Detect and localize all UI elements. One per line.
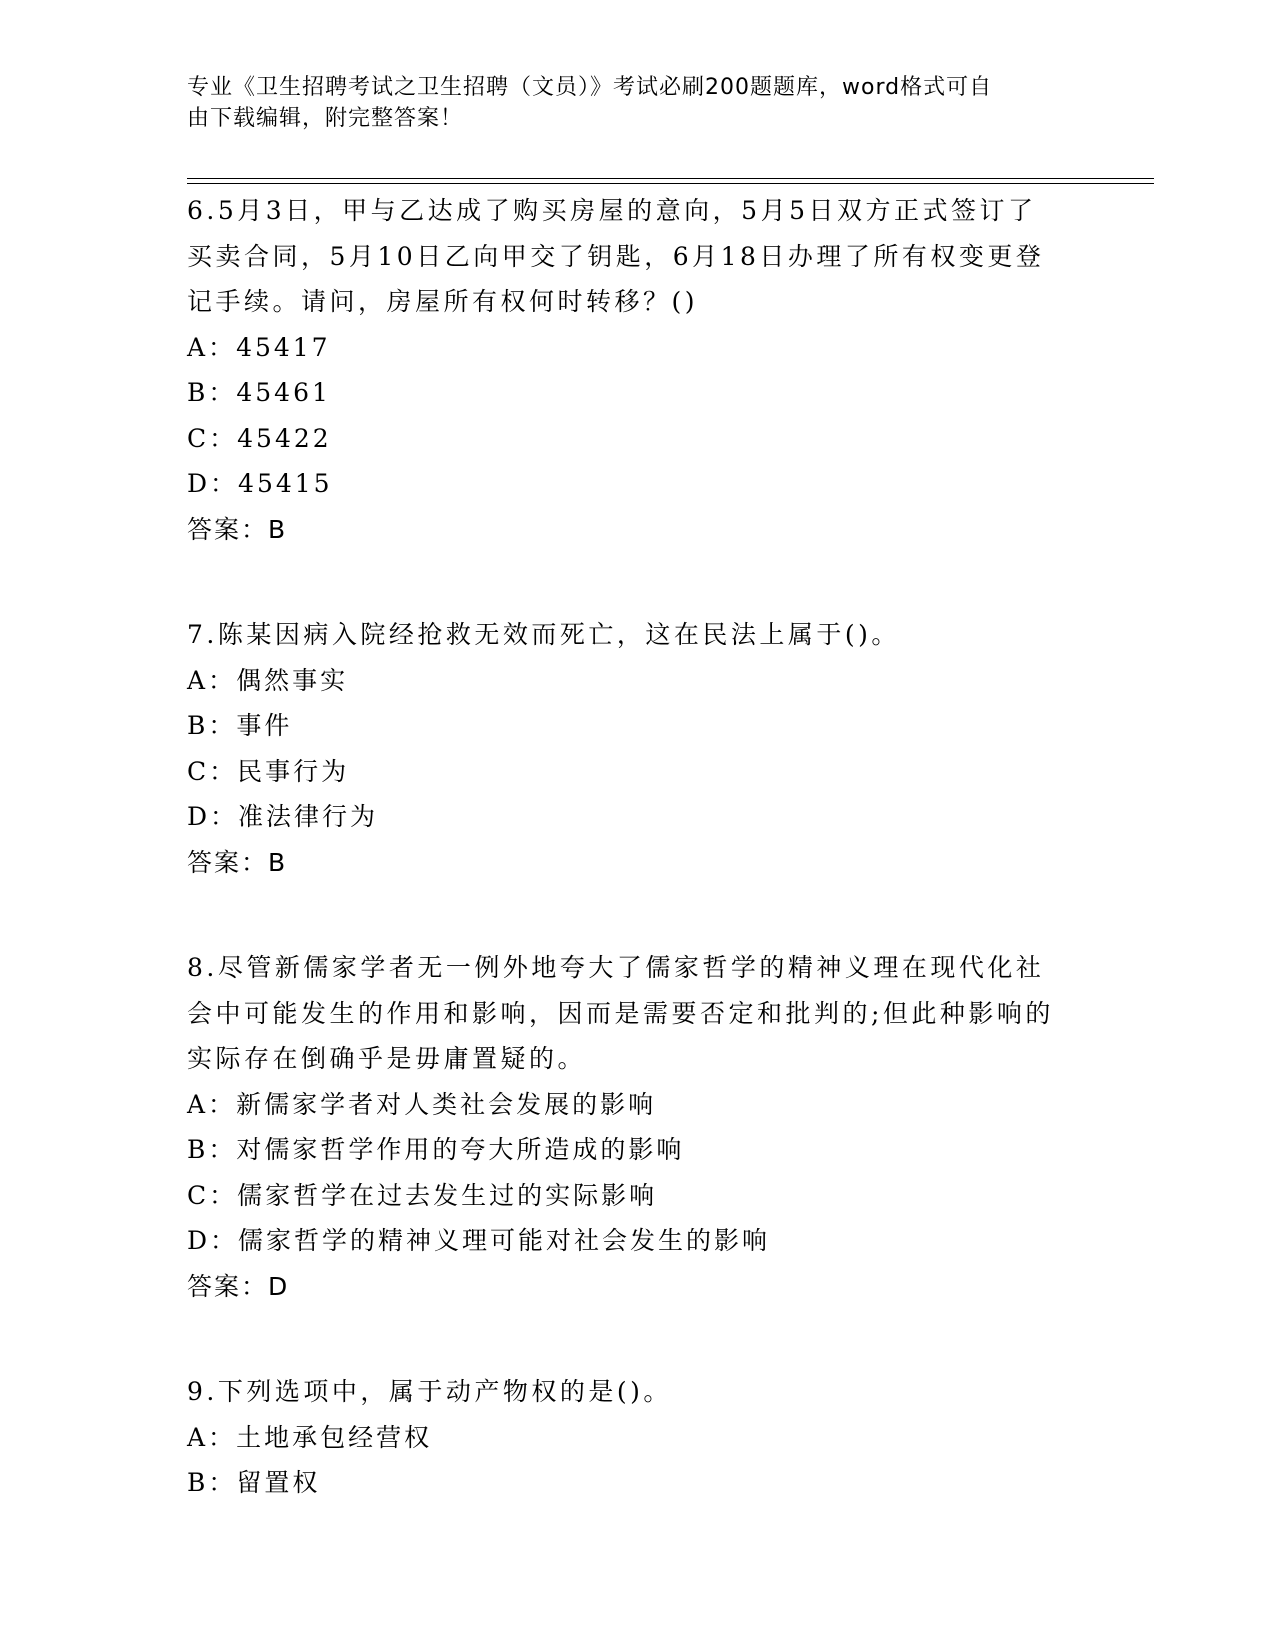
option-label: D： [187, 469, 239, 498]
option-a [187, 658, 1087, 704]
option-text: 偶然事实 [236, 665, 349, 695]
option-c [187, 416, 1087, 462]
option-label: D： [187, 802, 239, 831]
option-label: A： [187, 1422, 237, 1452]
question-spacer [187, 1309, 1087, 1369]
option-a [187, 1415, 1087, 1461]
option-a [187, 1082, 1087, 1128]
option-label: C： [187, 756, 238, 786]
question-list [187, 188, 1087, 1506]
option-text: 土地承包经营权 [236, 1422, 433, 1452]
option-label: C： [187, 423, 238, 453]
option-c [187, 1173, 1087, 1219]
question-spacer [187, 885, 1087, 945]
question-stem-line: 记手续。请问，房屋所有权何时转移？() [187, 287, 699, 316]
question-6 [187, 188, 1087, 552]
header-divider-top [187, 178, 1154, 179]
option-text: 儒家哲学在过去发生过的实际影响 [237, 1180, 658, 1210]
option-text: 民事行为 [237, 756, 350, 786]
option-text: 事件 [236, 711, 293, 740]
question-stem-line: 会中可能发生的作用和影响，因而是需要否定和批判的;但此种影响的 [187, 998, 1054, 1028]
option-label: B： [187, 1468, 237, 1497]
question-stem-line: 实际存在倒确乎是毋庸置疑的。 [187, 1044, 587, 1073]
option-label: A： [187, 1089, 237, 1119]
option-text: 准法律行为 [238, 802, 379, 831]
option-text: 45417 [236, 332, 331, 362]
option-d [187, 794, 1087, 840]
option-text: 留置权 [236, 1468, 321, 1497]
answer-line: 答案：D [187, 1271, 290, 1301]
document-header [187, 72, 1067, 134]
question-7 [187, 612, 1087, 885]
option-b [187, 370, 1087, 416]
question-stem-line: 买卖合同，5月10日乙向甲交了钥匙，6月18日办理了所有权变更登 [187, 241, 1045, 271]
option-label: D： [187, 1226, 239, 1255]
option-d [187, 1218, 1087, 1264]
option-text: 45415 [238, 469, 333, 498]
answer-line: 答案：B [187, 514, 288, 544]
question-stem-line: 8.尽管新儒家学者无一例外地夸大了儒家哲学的精神义理在现代化社 [187, 953, 1045, 982]
option-text: 对儒家哲学作用的夸大所造成的影响 [236, 1135, 685, 1164]
option-text: 45422 [237, 423, 332, 453]
question-stem-line: 6.5月3日，甲与乙达成了购买房屋的意向，5月5日双方正式签订了 [187, 196, 1037, 225]
question-stem-line: 9.下列选项中，属于动产物权的是()。 [187, 1377, 672, 1406]
option-c [187, 749, 1087, 795]
option-label: B： [187, 711, 237, 740]
option-d [187, 461, 1087, 507]
option-b [187, 1460, 1087, 1506]
option-text: 45461 [236, 378, 331, 407]
question-9 [187, 1369, 1087, 1506]
header-line-1: 专业《卫生招聘考试之卫生招聘（文员）》考试必刷200题题库，word格式可自 [187, 75, 993, 100]
option-label: A： [187, 332, 237, 362]
option-label: C： [187, 1180, 238, 1210]
answer-line: 答案：B [187, 847, 288, 877]
option-text: 新儒家学者对人类社会发展的影响 [236, 1089, 657, 1119]
option-a [187, 325, 1087, 371]
option-text: 儒家哲学的精神义理可能对社会发生的影响 [238, 1226, 771, 1255]
option-label: A： [187, 665, 237, 695]
option-b [187, 703, 1087, 749]
option-b [187, 1127, 1087, 1173]
question-8 [187, 945, 1087, 1309]
question-stem-line: 7.陈某因病入院经抢救无效而死亡，这在民法上属于()。 [187, 620, 900, 649]
option-label: B： [187, 1135, 237, 1164]
option-label: B： [187, 378, 237, 407]
header-line-2: 由下载编辑，附完整答案！ [187, 106, 464, 131]
question-spacer [187, 552, 1087, 612]
header-divider-bottom [187, 183, 1154, 184]
